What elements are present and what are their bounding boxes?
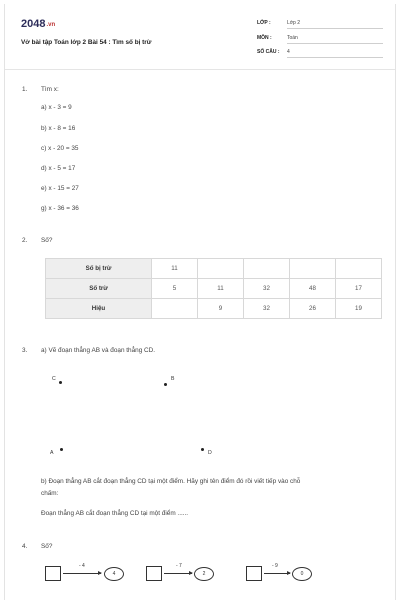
table-cell[interactable] — [198, 259, 244, 279]
q1-item: e) x - 15 = 27 — [41, 185, 79, 192]
q1-prompt: Tìm x: — [41, 86, 59, 93]
q1-item: c) x - 20 = 35 — [41, 145, 79, 152]
logo-tail: .vn — [46, 22, 56, 28]
meta-question-count — [257, 49, 385, 59]
table-cell[interactable] — [244, 259, 290, 279]
operation-label: - 4 — [79, 563, 85, 569]
q3-answer-line[interactable]: Đoạn thẳng AB cắt đoạn thẳng CD tại một điểm ...... — [41, 510, 189, 517]
point-label-d: D — [208, 450, 212, 456]
table-cell: 11 — [198, 279, 244, 299]
q3-part-a: a) Vẽ đoạn thẳng AB và đoạn thẳng CD. — [41, 347, 156, 354]
table-cell: 11 — [152, 259, 198, 279]
table-row — [46, 279, 382, 299]
meta-key: MÔN : — [257, 35, 272, 41]
answer-box[interactable] — [45, 566, 61, 581]
point-label-a: A — [50, 450, 54, 456]
logo-main: 2048 — [21, 18, 46, 30]
meta-subject — [257, 35, 385, 45]
point-b[interactable] — [164, 383, 167, 386]
meta-value: Lớp 2 — [287, 20, 383, 29]
meta-value: 4 — [287, 49, 383, 58]
operation-label: - 7 — [176, 563, 182, 569]
meta-key: LỚP : — [257, 20, 271, 26]
logo[interactable] — [21, 18, 55, 30]
table-cell: 48 — [290, 279, 336, 299]
point-d[interactable] — [201, 448, 204, 451]
q4-prompt: Số? — [41, 543, 53, 550]
table-row — [46, 299, 382, 319]
point-label-c: C — [52, 376, 56, 382]
result-circle: 2 — [194, 567, 214, 581]
table-cell: 17 — [336, 279, 382, 299]
point-label-b: B — [171, 376, 175, 382]
table-cell: 32 — [244, 279, 290, 299]
arrow-icon — [164, 573, 192, 574]
answer-box[interactable] — [246, 566, 262, 581]
table-cell: 5 — [152, 279, 198, 299]
q2-table — [45, 258, 382, 319]
q1-item: b) x - 8 = 16 — [41, 125, 76, 132]
worksheet — [4, 4, 396, 600]
point-c[interactable] — [59, 381, 62, 384]
q3-number: 3. — [22, 347, 28, 354]
row-header: Số trừ — [46, 279, 152, 299]
table-cell[interactable] — [336, 259, 382, 279]
row-header: Hiệu — [46, 299, 152, 319]
result-circle: 4 — [104, 567, 124, 581]
table-cell: 9 — [198, 299, 244, 319]
result-circle: 0 — [292, 567, 312, 581]
q4-number: 4. — [22, 543, 28, 550]
point-a[interactable] — [60, 448, 63, 451]
table-row — [46, 259, 382, 279]
header-divider — [5, 69, 395, 70]
meta-key: SỐ CÂU : — [257, 49, 280, 55]
table-cell: 19 — [336, 299, 382, 319]
q1-item: a) x - 3 = 9 — [41, 104, 72, 111]
q1-item: d) x - 5 = 17 — [41, 165, 76, 172]
table-cell[interactable] — [152, 299, 198, 319]
worksheet-title: Vở bài tập Toán lớp 2 Bài 54 : Tìm số bị trừ — [21, 39, 152, 46]
q3-part-b-cont: chấm: — [41, 490, 59, 497]
arrow-icon — [264, 573, 290, 574]
table-cell[interactable] — [290, 259, 336, 279]
q2-number: 2. — [22, 237, 28, 244]
table-cell: 26 — [290, 299, 336, 319]
meta-class — [257, 20, 385, 30]
meta-value: Toán — [287, 35, 383, 44]
row-header: Số bị trừ — [46, 259, 152, 279]
operation-label: - 9 — [272, 563, 278, 569]
worksheet-header — [5, 4, 395, 64]
q3-part-b: b) Đoạn thẳng AB cắt đoạn thẳng CD tại một điểm. Hãy ghi tên điểm đó rồi viết tiếp vào chỗ — [41, 478, 301, 485]
q1-number: 1. — [22, 86, 28, 93]
q1-item: g) x - 36 = 36 — [41, 205, 79, 212]
table-cell: 32 — [244, 299, 290, 319]
q2-prompt: Số? — [41, 237, 53, 244]
arrow-icon — [63, 573, 101, 574]
answer-box[interactable] — [146, 566, 162, 581]
